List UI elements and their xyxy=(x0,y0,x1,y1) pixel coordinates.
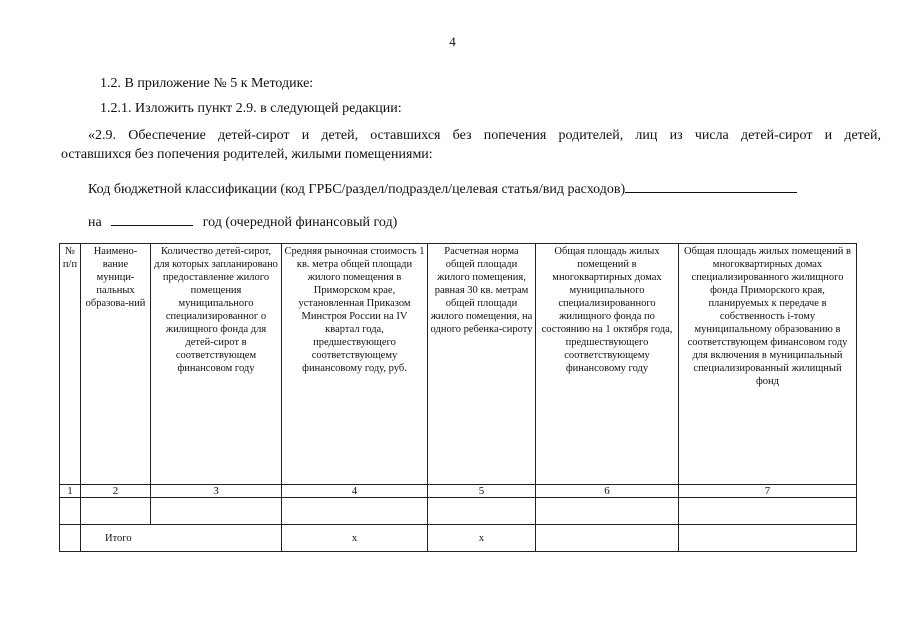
year-suffix: год (очередной финансовый год) xyxy=(202,215,398,230)
table-header-row xyxy=(60,244,857,485)
table-cell xyxy=(60,498,81,525)
year-line xyxy=(88,213,397,231)
header-cell: Расчетная норма общей площади жилого помещения, равная 30 кв. метрам общей площади жилого помещения, на одного ребенка-сироту xyxy=(428,244,536,485)
column-number: 3 xyxy=(151,485,282,498)
column-number: 7 xyxy=(679,485,857,498)
table-cell: x xyxy=(282,525,428,552)
table-cell: x xyxy=(428,525,536,552)
table-cell xyxy=(536,498,679,525)
table-cell xyxy=(679,498,857,525)
year-prefix: на xyxy=(88,215,102,230)
table-cell xyxy=(679,525,857,552)
header-cell: Средняя рыночная стоимость 1 кв. метра общей площади жилого помещения в Приморском крае, установленная Приказом Минстроя России на IV квартал года, предшествующего соответствующему финансовому году, руб. xyxy=(282,244,428,485)
column-number: 5 xyxy=(428,485,536,498)
budget-code-label: Код бюджетной классификации (код ГРБС/раздел/подраздел/целевая статья/вид расходов) xyxy=(88,182,626,197)
table-cell xyxy=(282,498,428,525)
header-cell: Общая площадь жилых помещений в многоквартирных домах муниципального специализированного жилищного фонда по состоянию на 1 октября года, предшествующего соответствующему финансовому году xyxy=(536,244,679,485)
table-cell xyxy=(536,525,679,552)
column-number-row xyxy=(60,485,857,498)
year-blank xyxy=(111,213,193,226)
paragraph-line-1: «2.9. Обеспечение детей-сирот и детей, оставшихся без попечения родителей, лиц из числа детей-сирот и детей, xyxy=(88,128,881,143)
page-number: 4 xyxy=(449,34,456,49)
empty-row xyxy=(60,498,857,525)
table-cell xyxy=(81,498,151,525)
total-label: Итого xyxy=(81,525,282,552)
header-cell: № п/п xyxy=(60,244,81,485)
paragraph-line-2: оставшихся без попечения родителей, жилыми помещениями: xyxy=(61,147,433,162)
header-cell: Количество детей-сирот, для которых запланировано предоставление жилого помещения муниципального специализированног о жилищного фонда для детей-сирот в соответствующем финансовом году xyxy=(151,244,282,485)
subitem-line: 1.2.1. Изложить пункт 2.9. в следующей редакции: xyxy=(100,101,402,116)
header-cell: Наимено-вание муници-пальных образова-ний xyxy=(81,244,151,485)
total-row xyxy=(60,525,857,552)
table-cell xyxy=(60,525,81,552)
amendment-line: 1.2. В приложение № 5 к Методике: xyxy=(100,76,314,91)
table-cell xyxy=(428,498,536,525)
column-number: 2 xyxy=(81,485,151,498)
table-cell xyxy=(151,498,282,525)
column-number: 4 xyxy=(282,485,428,498)
column-number: 1 xyxy=(60,485,81,498)
budget-code-line xyxy=(88,180,797,198)
column-number: 6 xyxy=(536,485,679,498)
allocation-table xyxy=(59,243,857,552)
budget-code-blank xyxy=(625,180,797,193)
header-cell: Общая площадь жилых помещений в многоквартирных домах специализированного жилищного фонда Приморского края, планируемых к передаче в собственность i-тому муниципальному образованию в соответствующем финансовом году для включения в муниципальный специализированный жилищный фонд xyxy=(679,244,857,485)
item-2-9-paragraph xyxy=(61,126,881,164)
